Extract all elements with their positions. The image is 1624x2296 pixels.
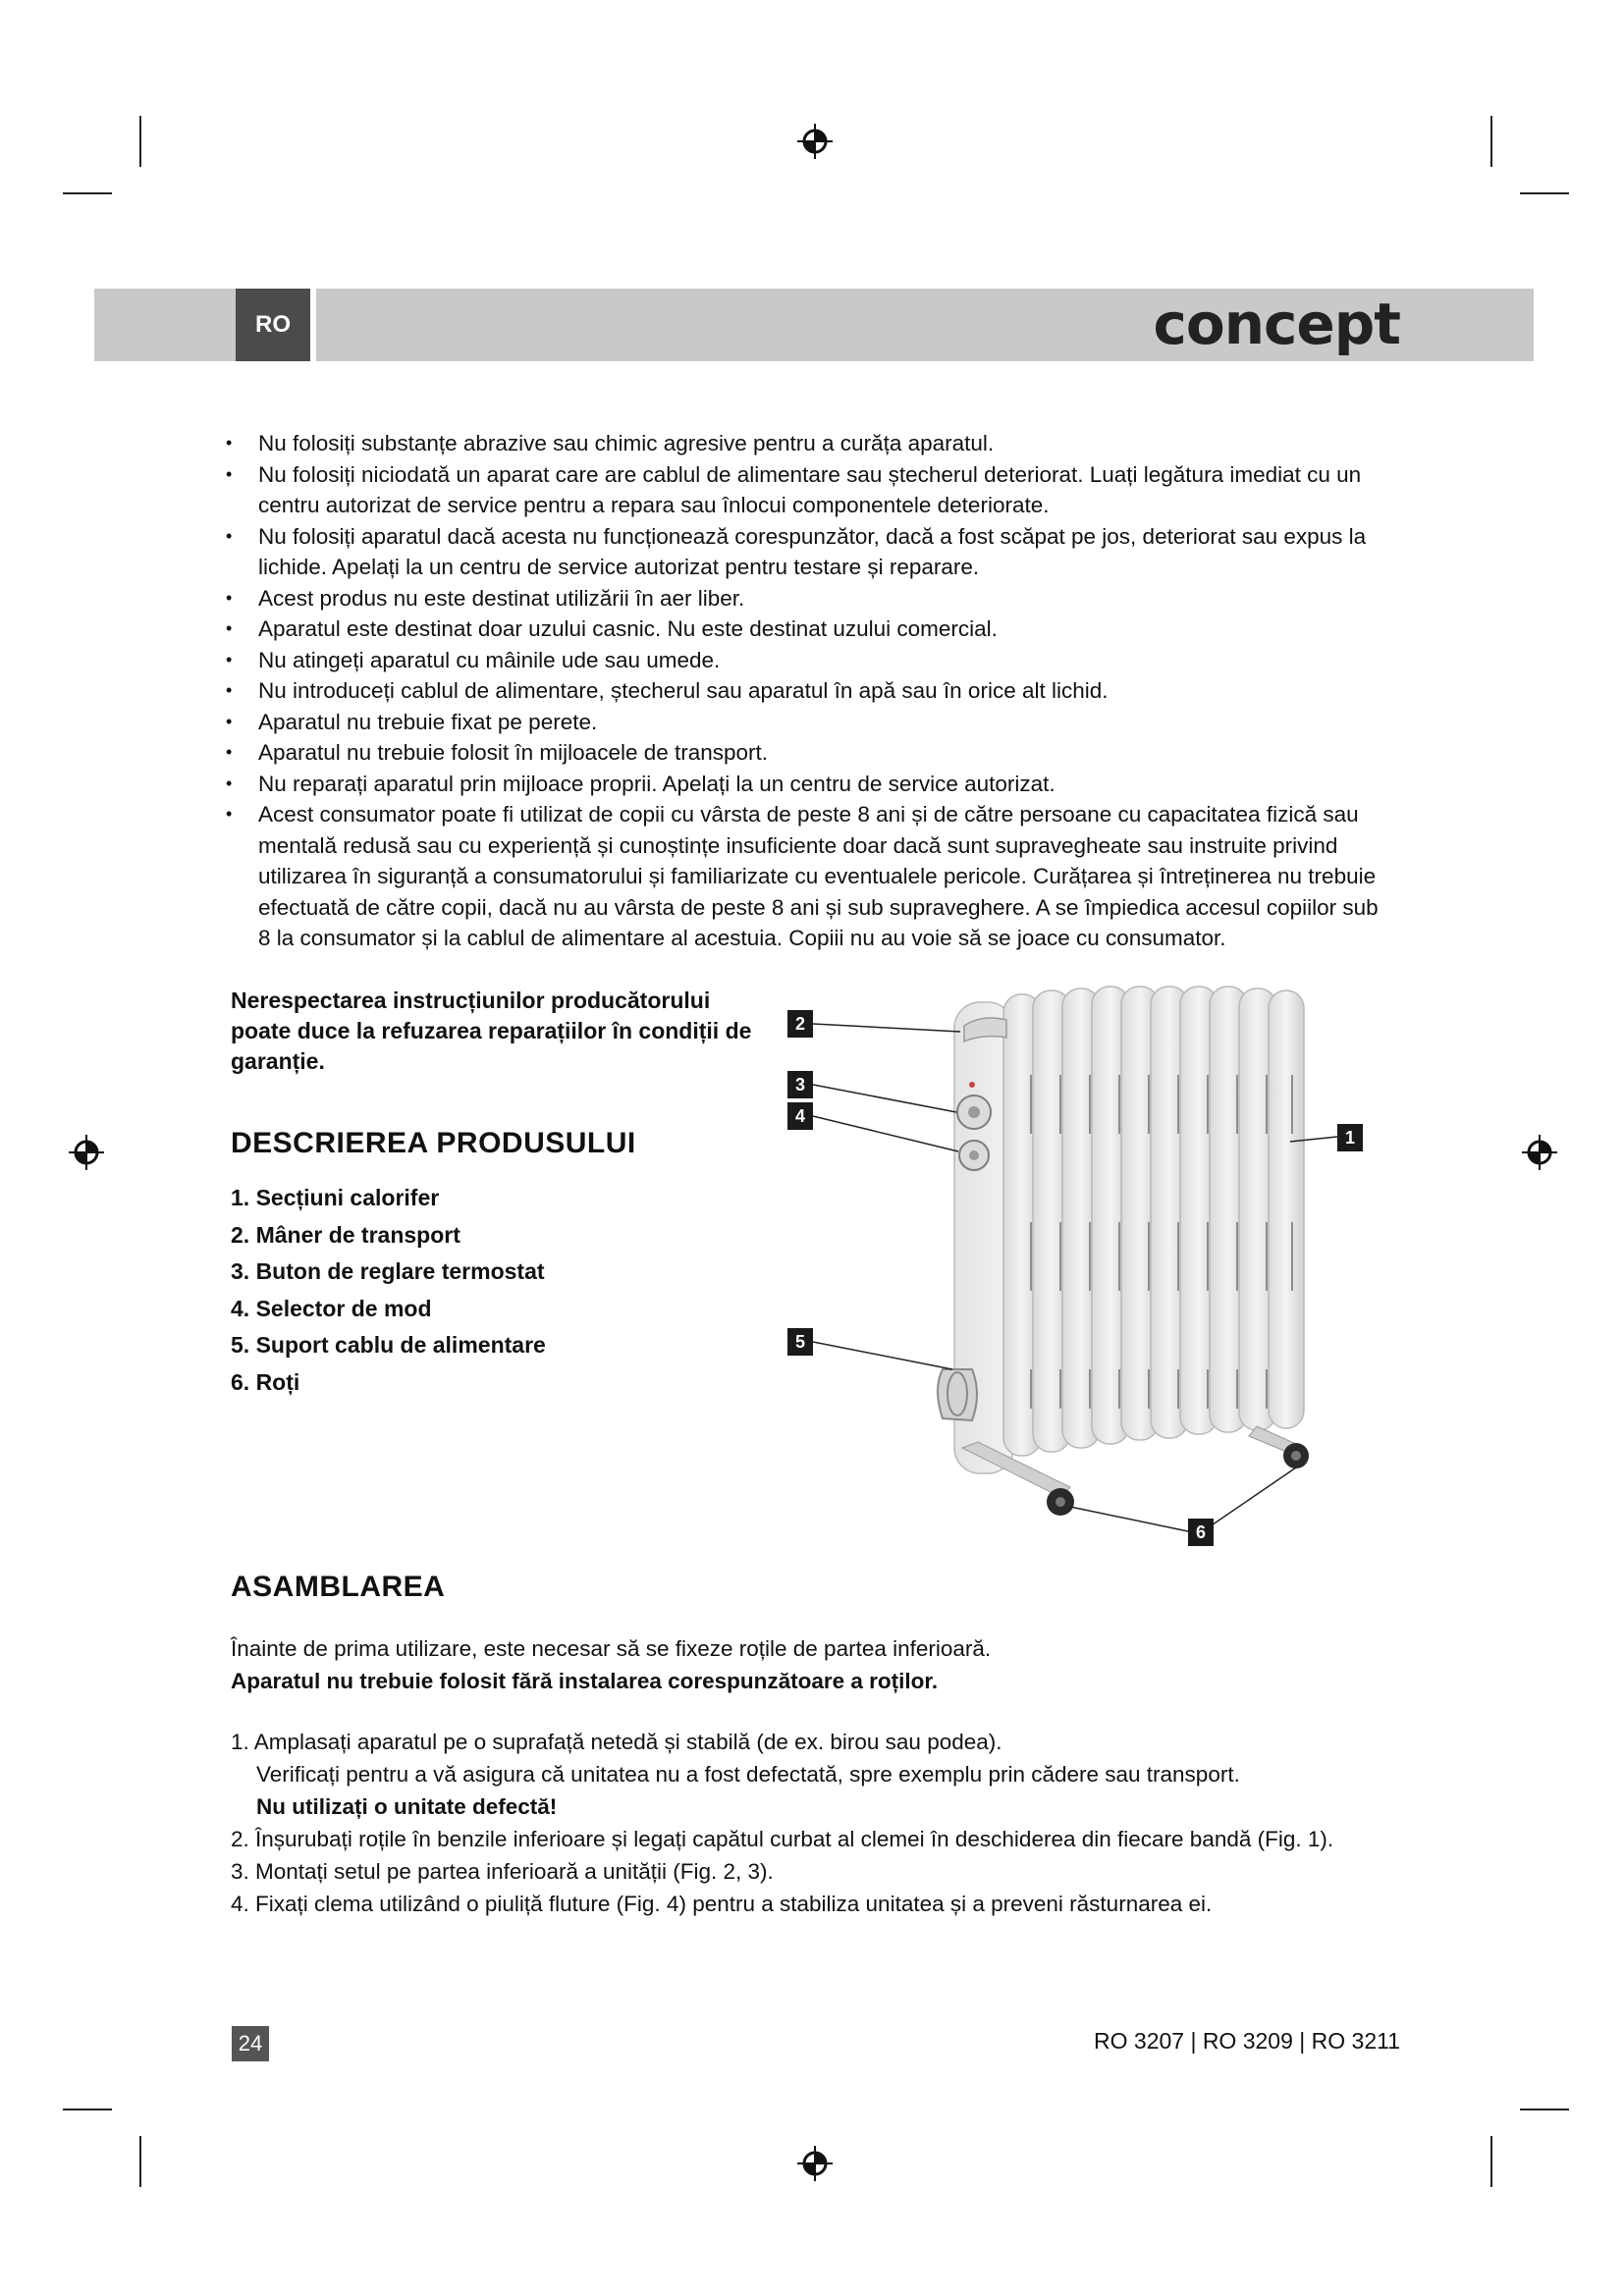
oil-radiator-illustration [785,977,1375,1556]
section-title-description: DESCRIEREA PRODUSULUI [231,1127,636,1159]
assembly-step: 4. Fixați clema utilizând o piuliță fluture (Fig. 4) pentru a stabiliza unitatea și a preveni răsturnarea ei. [231,1892,1213,1916]
brand-logo: concept [1153,291,1400,357]
assembly-step-warning: Nu utilizați o unitate defectă! [256,1794,558,1819]
page-number: 24 [232,2026,269,2061]
registration-mark-icon [795,2144,835,2183]
crop-mark [139,116,141,167]
callout-5: 5 [787,1328,813,1356]
model-numbers: RO 3207 | RO 3209 | RO 3211 [1094,2028,1400,2054]
part-item: 2. Mâner de transport [231,1221,460,1248]
assembly-step: 2. Înșurubați roțile în benzile inferioare și legați capătul curbat al clemei în deschiderea din fiecare bandă (Fig. 1). [231,1827,1334,1851]
callout-4: 4 [787,1102,813,1130]
crop-mark [63,192,112,194]
part-item: 3. Buton de reglare termostat [231,1258,545,1284]
safety-list [222,428,1390,954]
safety-item: • Acest produs nu este destinat utilizării în aer liber. [222,583,1390,614]
part-item: 1. Secțiuni calorifer [231,1185,440,1210]
safety-item: • Aparatul nu trebuie fixat pe perete. [222,707,1390,738]
part-item: 4. Selector de mod [231,1295,432,1321]
callout-3: 3 [787,1071,813,1098]
safety-item: • Nu folosiți niciodată un aparat care are cablul de alimentare sau ștecherul deteriorat. Luați legătura imediat cu un centru autorizat de service pentru a repara sau înlocui componentele deteriorate. [222,459,1390,521]
registration-mark-icon [1520,1133,1559,1172]
section-title-assembly: ASAMBLAREA [231,1571,446,1603]
assembly-step: 3. Montați setul pe partea inferioară a unității (Fig. 2, 3). [231,1859,774,1884]
assembly-intro [231,1632,1409,1697]
crop-mark [1520,2109,1569,2110]
callout-6: 6 [1188,1519,1214,1546]
registration-mark-icon [795,122,835,161]
safety-item: • Nu atingeți aparatul cu mâinile ude sau umede. [222,645,1390,676]
crop-mark [1520,192,1569,194]
crop-mark [139,2136,141,2187]
assembly-intro-bold: Aparatul nu trebuie folosit fără instalarea corespunzătoare a roților. [231,1669,939,1693]
assembly-step-note: Verificați pentru a vă asigura că unitatea nu a fost defectată, spre exemplu prin cădere sau transport. [256,1762,1240,1787]
language-badge: RO [236,289,310,361]
safety-item: • Acest consumator poate fi utilizat de copii cu vârsta de peste 8 ani și de către persoane cu capacitatea fizică sau mentală redusă sau cu experiență și cunoștințe insuficiente doar dacă sunt supravegheate sau instruite privind utilizarea în siguranță a consumatorului și familiarizate cu eventualele pericole. Curățarea și întreținerea nu trebuie efectuată de către copii, dacă nu au vârsta de peste 8 ani și sub supraveghere. A se împiedica accesul copiilor sub 8 la consumator și la cablul de alimentare al acestuia. Copiii nu au voie să se joace cu consumator. [222,799,1390,954]
safety-item: • Nu reparați aparatul prin mijloace proprii. Apelați la un centru de service autorizat. [222,769,1390,800]
header-divider [310,289,316,361]
safety-item: • Aparatul nu trebuie folosit în mijloacele de transport. [222,737,1390,769]
safety-item: • Nu introduceți cablul de alimentare, ștecherul sau aparatul în apă sau în orice alt lichid. [222,675,1390,707]
safety-item: • Nu folosiți aparatul dacă acesta nu funcționează corespunzător, dacă a fost scăpat pe jos, deteriorat sau expus la lichide. Apelați la un centru de service autorizat pentru testare și reparare. [222,521,1390,583]
part-item: 6. Roți [231,1368,300,1395]
callout-2: 2 [787,1010,813,1038]
safety-item: • Nu folosiți substanțe abrazive sau chimic agresive pentru a curăța aparatul. [222,428,1390,459]
crop-mark [1490,2136,1492,2187]
assembly-intro-text: Înainte de prima utilizare, este necesar să se fixeze roțile de partea inferioară. [231,1636,992,1661]
warranty-warning: Nerespectarea instrucțiunilor producătorului poate duce la refuzarea reparațiilor în condiții de garanție. [231,988,752,1074]
product-figure [785,977,1375,1556]
assembly-step: 1. Amplasați aparatul pe o suprafață netedă și stabilă (de ex. birou sau podea). [231,1730,1002,1754]
crop-mark [63,2109,112,2110]
part-item: 5. Suport cablu de alimentare [231,1332,546,1358]
parts-list [231,1180,546,1401]
registration-mark-icon [67,1133,106,1172]
crop-mark [1490,116,1492,167]
callout-1: 1 [1337,1124,1363,1151]
safety-item: • Aparatul este destinat doar uzului casnic. Nu este destinat uzului comercial. [222,614,1390,645]
assembly-steps [231,1726,1409,1920]
